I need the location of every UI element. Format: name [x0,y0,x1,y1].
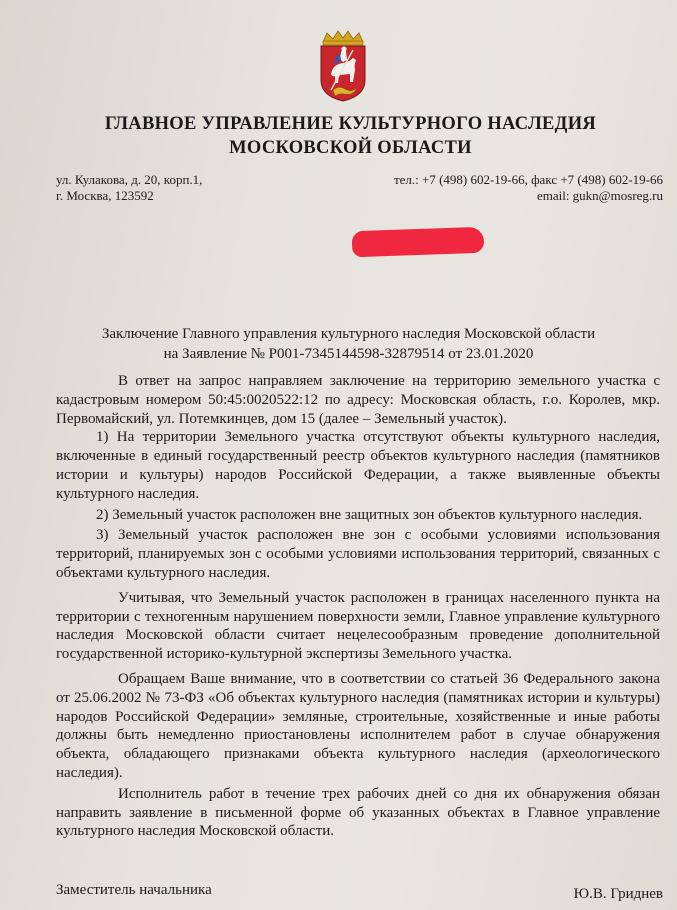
organization-title [0,112,677,160]
conclusion-title-line1: Заключение Главного управления культурного наследия Московской области [101,326,596,342]
finding-item-1: 1) На территории Земельного участка отсутствуют объекты культурного наследия, включенные в единый государственный реестр объектов культурного наследия (памятников истории и культуры) народов Российской Федерации, а также выявленные объекты культурного наследия. [56,429,660,502]
finding-item-3: 3) Земельный участок расположен вне зон с особыми условиями использования территорий, планируемых зон с особыми условиями использования территорий, связанных с объектами культурного наследия. [56,527,660,581]
signatory-position: Заместитель начальника [56,882,212,898]
moscow-oblast-coat-of-arms-icon [313,30,373,102]
contractor-paragraph: Исполнитель работ в течение трех рабочих дней со дня их обнаружения обязан направить заявление в письменной форме об указанных объектах в Главное управление культурного наследия Московской области. [56,785,660,840]
intro-paragraph: В ответ на запрос направляем заключение на территорию земельного участка с кадастровым номером 50:45:0020522:12 по адресу: Московская область, г.о. Королев, мкр. Первомайский, ул. Потемкинцев, дом 15 (далее – Земельный участок). [56,373,660,427]
attention-paragraph: Обращаем Ваше внимание, что в соответствии со статьей 36 Федерального закона от 25.06.2002 № 73-ФЗ «Об объектах культурного наследия (памятниках истории и культуры) народов Российской Федерации» земляные, строительные, хозяйственные и иные работы должны быть немедленно приостановлены исполнителем работ в случае обнаружения объекта, обладающего признаками объекта культурного наследия (археологического наследия). [56,670,660,781]
considering-paragraph: Учитывая, что Земельный участок расположен в границах населенного пункта на территории с техногенным нарушением поверхности земли, Главное управление культурного наследия Московской области считает нецелесообразным проведение дополнительной государственной историко-культурной экспертизы Земельного участка. [56,589,660,663]
address-line2: г. Москва, 123592 [56,188,154,203]
phone-fax-line: тел.: +7 (498) 602-19-66, факс +7 (498) 602-19-66 [393,172,663,187]
address-line1: ул. Кулакова, д. 20, корп.1, [56,172,203,187]
organization-title-line2: МОСКОВСКОЙ ОБЛАСТИ [229,138,472,158]
contact-info [394,172,663,204]
conclusion-title [0,324,677,364]
conclusion-title-line2: на Заявление № P001-7345144598-32879514 от 23.01.2020 [163,346,534,362]
redaction-mark [352,227,485,258]
email-line: email: gukn@mosreg.ru [536,188,663,203]
signatory-name: Ю.В. Гриднев [573,886,663,902]
postal-address [56,172,202,204]
organization-title-line1: ГЛАВНОЕ УПРАВЛЕНИЕ КУЛЬТУРНОГО НАСЛЕДИЯ [104,114,597,134]
letter-body [56,372,660,841]
finding-item-2: 2) Земельный участок расположен вне защитных зон объектов культурного наследия. [96,506,643,523]
